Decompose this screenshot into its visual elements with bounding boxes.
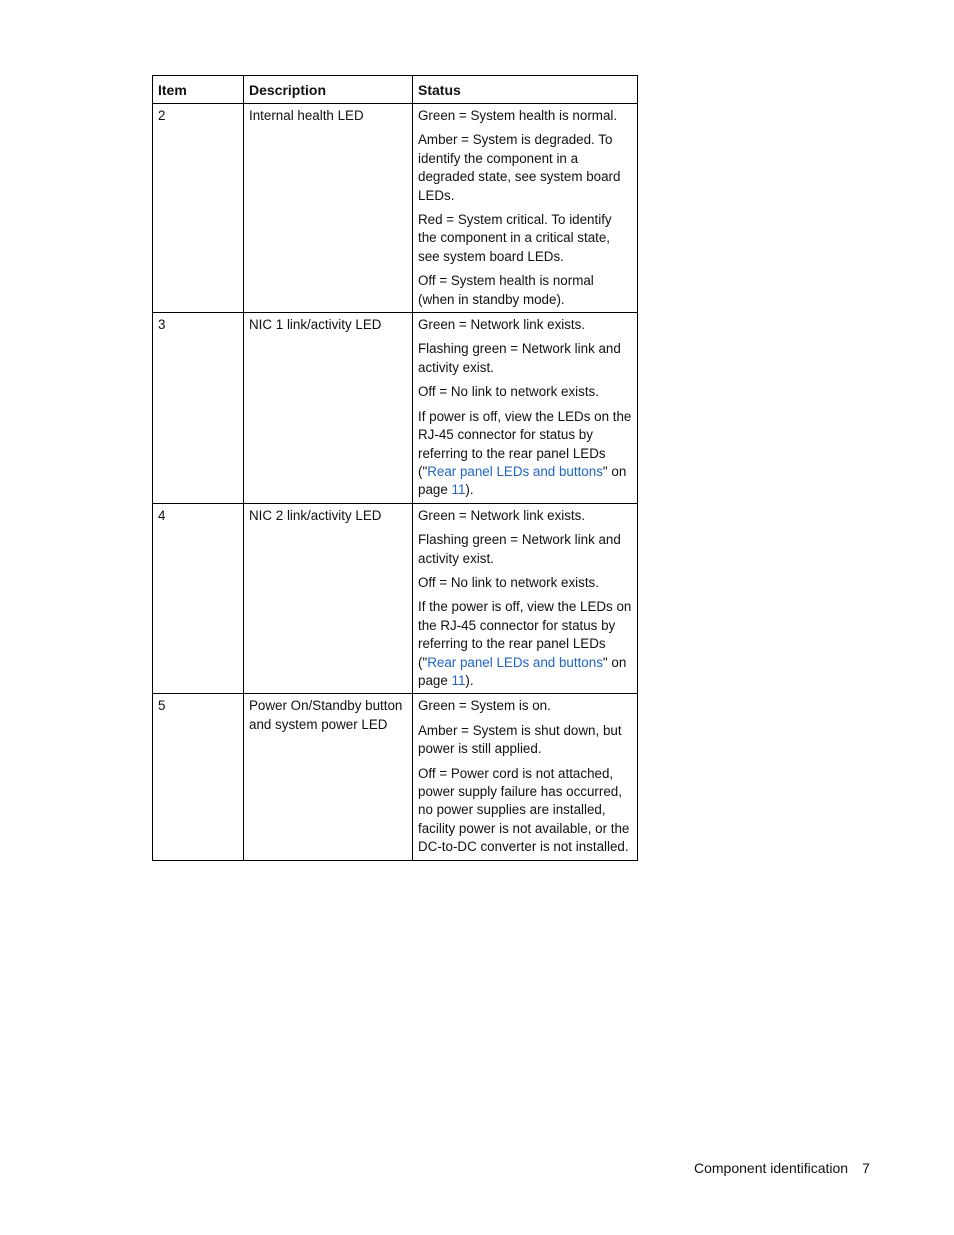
- led-status-table: [152, 75, 638, 861]
- page-reference-link[interactable]: 11: [451, 482, 466, 498]
- page-number: 7: [862, 1160, 870, 1176]
- rear-panel-leds-link[interactable]: Rear panel LEDs and buttons: [427, 463, 603, 479]
- note-text: If the power is off, view the LEDs on the RJ-45 connector for status by referring to the rear panel LEDs (": [418, 599, 632, 670]
- status-line: Green = Network link exists.: [418, 317, 586, 333]
- status-line: Green = System health is normal.: [418, 108, 618, 123]
- item-description: NIC 1 link/activity LED: [244, 313, 413, 504]
- status-note: [418, 408, 632, 500]
- page-reference-link[interactable]: 11: [451, 672, 466, 688]
- status-line: Flashing green = Network link and activity exist.: [418, 532, 621, 566]
- status-line: Amber = System is degraded. To identify the component in a degraded state, see system board LEDs.: [418, 132, 621, 203]
- item-number: 3: [153, 313, 244, 504]
- item-number: 5: [153, 694, 244, 860]
- rear-panel-leds-link[interactable]: Rear panel LEDs and buttons: [427, 654, 603, 670]
- table-header-row: [153, 76, 638, 104]
- note-text: ).: [465, 672, 474, 688]
- header-item: Item: [153, 76, 244, 104]
- status-line: Green = Network link exists.: [418, 507, 586, 523]
- status-line: Red = System critical. To identify the component in a critical state, see system board LEDs.: [418, 212, 612, 264]
- note-text: " on page: [418, 463, 627, 498]
- table-row: [153, 694, 638, 860]
- status-cell: [413, 313, 638, 504]
- status-cell: [413, 104, 638, 313]
- item-description: NIC 2 link/activity LED: [244, 503, 413, 694]
- note-text: ).: [465, 482, 474, 498]
- table-row: [153, 104, 638, 313]
- status-line: Amber = System is shut down, but power is still applied.: [418, 722, 622, 757]
- page-footer: [694, 1159, 870, 1177]
- item-description: Internal health LED: [244, 104, 413, 313]
- table-row: [153, 313, 638, 504]
- header-status: Status: [413, 76, 638, 104]
- status-line: Off = No link to network exists.: [418, 384, 599, 400]
- item-description: Power On/Standby button and system power LED: [244, 694, 413, 860]
- status-line: Green = System is on.: [418, 698, 551, 714]
- note-text: If power is off, view the LEDs on the RJ-45 connector for status by referring to the rear panel LEDs (": [418, 408, 632, 479]
- status-line: Off = Power cord is not attached, power supply failure has occurred, no power supplies are installed, facility power is not available, or the DC-to-DC converter is not installed.: [418, 765, 630, 855]
- status-line: Off = System health is normal (when in standby mode).: [418, 273, 594, 307]
- footer-section-title: Component identification: [694, 1160, 849, 1176]
- note-text: " on page: [418, 654, 627, 688]
- status-cell: [413, 503, 638, 694]
- status-cell: [413, 694, 638, 860]
- table-row: [153, 503, 638, 694]
- item-number: 2: [153, 104, 244, 313]
- status-line: Flashing green = Network link and activity exist.: [418, 341, 621, 375]
- header-description: Description: [244, 76, 413, 104]
- status-line: Off = No link to network exists.: [418, 574, 599, 590]
- status-note: [418, 598, 632, 690]
- item-number: 4: [153, 503, 244, 694]
